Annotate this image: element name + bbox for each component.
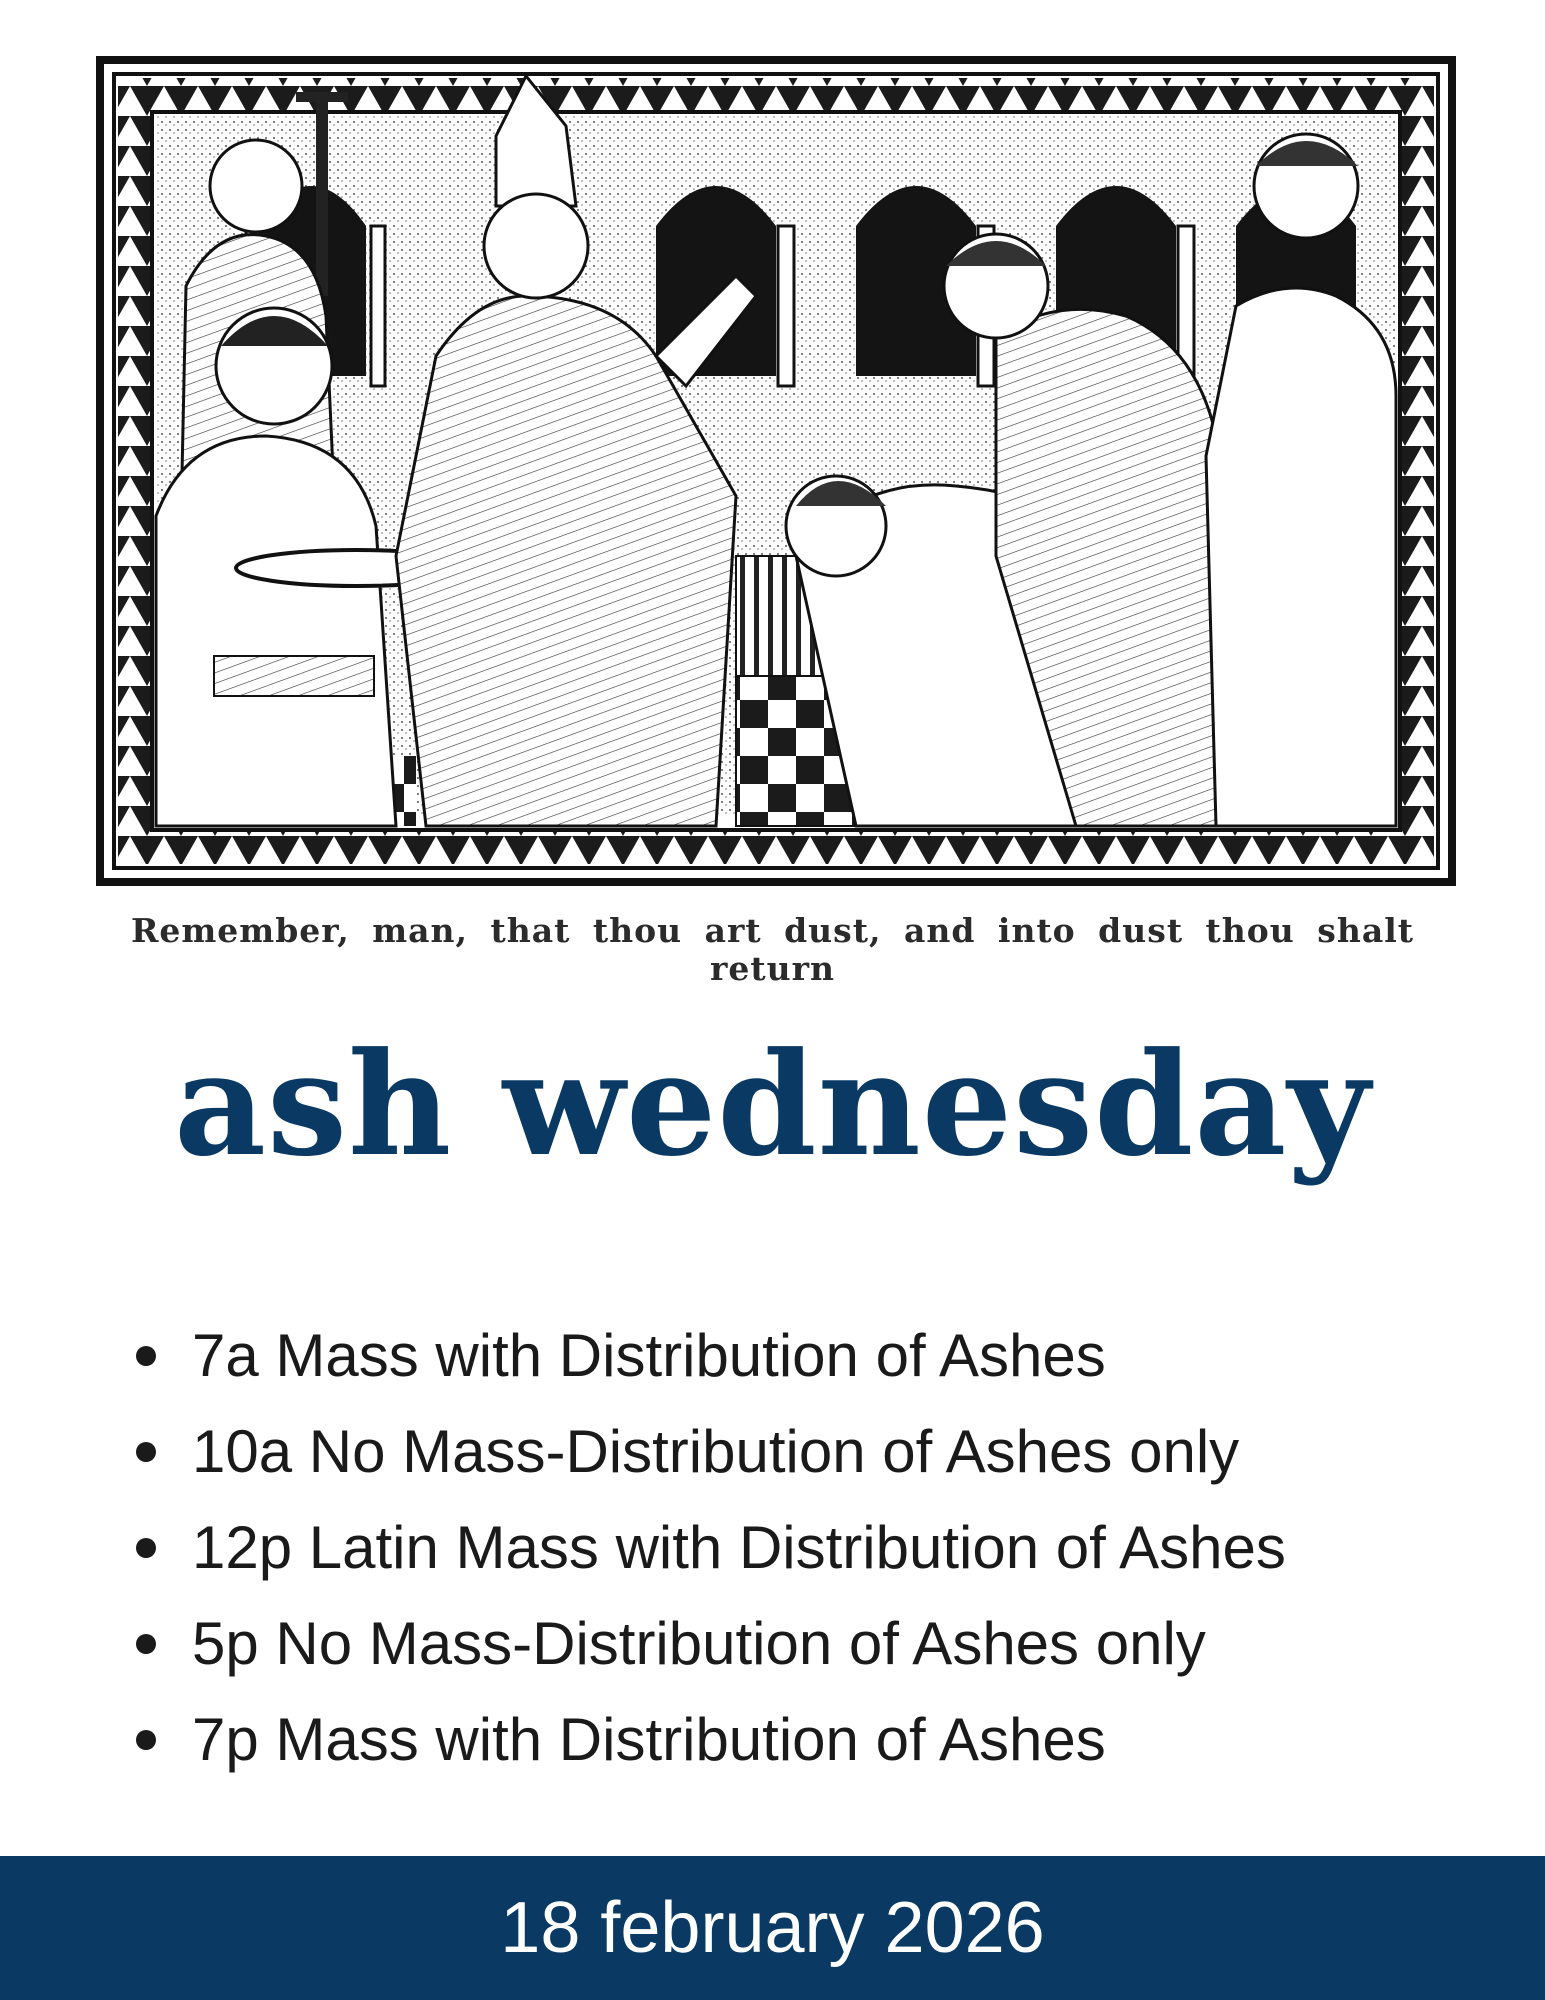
- ash-wednesday-illustration: [96, 56, 1456, 886]
- page-title: ash wednesday: [174, 1022, 1371, 1188]
- bullet-icon: [136, 1730, 156, 1750]
- schedule-item: [130, 1692, 1470, 1788]
- illustration-caption: Remember, man, that thou art dust, and into dust thou shalt return: [130, 911, 1415, 988]
- schedule-item: [130, 1500, 1470, 1596]
- schedule-item-text: 10a No Mass-Distribution of Ashes only: [192, 1418, 1240, 1485]
- bullet-icon: [136, 1634, 156, 1654]
- mass-schedule-list: [130, 1308, 1470, 1788]
- schedule-item-text: 7a Mass with Distribution of Ashes: [192, 1322, 1106, 1389]
- bullet-icon: [136, 1442, 156, 1462]
- schedule-item: [130, 1308, 1470, 1404]
- bullet-icon: [136, 1538, 156, 1558]
- bullet-icon: [136, 1346, 156, 1366]
- event-date: 18 february 2026: [500, 1888, 1045, 1968]
- schedule-item-text: 12p Latin Mass with Distribution of Ashes: [192, 1514, 1286, 1581]
- schedule-item: [130, 1404, 1470, 1500]
- schedule-item: [130, 1596, 1470, 1692]
- schedule-item-text: 7p Mass with Distribution of Ashes: [192, 1706, 1106, 1773]
- schedule-item-text: 5p No Mass-Distribution of Ashes only: [192, 1610, 1206, 1677]
